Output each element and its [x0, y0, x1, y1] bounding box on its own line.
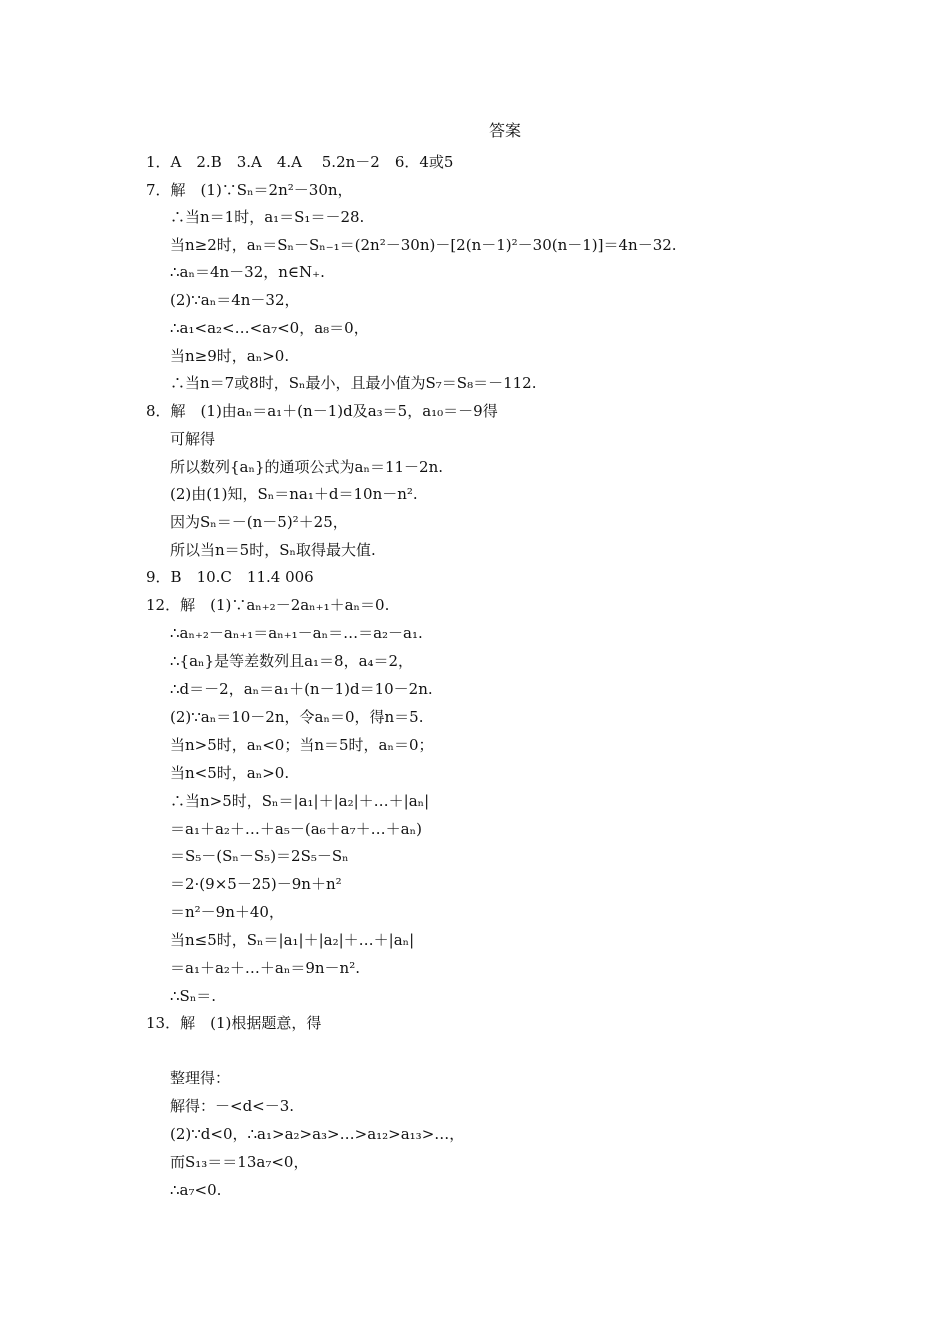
q12-line: 当n<5时，aₙ>0. [170, 764, 290, 782]
q8-header: 8．解 (1)由aₙ＝a₁＋(n－1)d及a₃＝5，a₁₀＝－9得 [146, 402, 498, 420]
q8-line: 因为Sₙ＝－(n－5)²＋25， [170, 513, 348, 531]
q13-line: 解得：－<d<－3. [170, 1097, 295, 1115]
q7-line: ∴a₁<a₂<…<a₇<0，a₈＝0， [170, 319, 369, 337]
q12-line: ∴Sₙ＝. [170, 987, 217, 1005]
q13-line: (2)∵d<0，∴a₁>a₂>a₃>…>a₁₂>a₁₃>…， [170, 1125, 465, 1143]
q13-line: ∴a₇<0. [170, 1181, 222, 1199]
q12-line: ＝S₅－(Sₙ－S₅)＝2S₅－Sₙ [170, 847, 349, 865]
q12-line: ∴d＝－2，aₙ＝a₁＋(n－1)d＝10－2n. [170, 680, 433, 698]
q7-line: 当n≥9时，aₙ>0. [170, 347, 290, 365]
q12-line: 当n>5时，aₙ<0；当n＝5时，aₙ＝0； [170, 736, 434, 754]
q12-line: ＝a₁＋a₂＋…＋a₅－(a₆＋a₇＋…＋aₙ) [170, 820, 422, 838]
answers-9-11: 9．B 10.C 11.4 006 [146, 568, 314, 586]
q12-line: ∴当n>5时，Sₙ＝|a₁|＋|a₂|＋…＋|aₙ| [170, 792, 430, 810]
q8-line: 所以当n＝5时，Sₙ取得最大值. [170, 541, 376, 559]
q12-line: (2)∵aₙ＝10－2n，令aₙ＝0，得n＝5. [170, 708, 424, 726]
page-title: 答案 [488, 121, 521, 140]
q13-header: 13．解 (1)根据题意，得 [146, 1014, 322, 1032]
q12-line: ＝n²－9n＋40， [170, 903, 284, 921]
q13-line: 整理得： [170, 1069, 231, 1087]
q12-line: ∴aₙ₊₂－aₙ₊₁＝aₙ₊₁－aₙ＝…＝a₂－a₁. [170, 624, 423, 642]
q12-line: ∴{aₙ}是等差数列且a₁＝8，a₄＝2， [170, 652, 414, 670]
q8-line: 所以数列{aₙ}的通项公式为aₙ＝11－2n. [170, 458, 444, 476]
q7-line: (2)∵aₙ＝4n－32， [170, 291, 300, 309]
q7-line: ∴aₙ＝4n－32，n∈N₊. [170, 263, 325, 281]
answers-1-6: 1．A 2.B 3.A 4.A 5.2n－2 6．4或5 [146, 153, 454, 171]
q12-line: 当n≤5时，Sₙ＝|a₁|＋|a₂|＋…＋|aₙ| [170, 931, 415, 949]
q12-line: ＝a₁＋a₂＋…＋aₙ＝9n－n². [170, 959, 360, 977]
q7-line: ∴当n＝1时，a₁＝S₁＝－28. [170, 208, 365, 226]
q7-header: 7．解 (1)∵Sₙ＝2n²－30n， [146, 181, 353, 199]
q12-header: 12．解 (1)∵aₙ₊₂－2aₙ₊₁＋aₙ＝0. [146, 596, 390, 614]
q12-line: ＝2·(9×5－25)－9n＋n² [170, 875, 342, 893]
q7-line: ∴当n＝7或8时，Sₙ最小，且最小值为S₇＝S₈＝－112. [170, 374, 537, 392]
q13-line: 而S₁₃＝＝13a₇<0， [170, 1153, 309, 1171]
q7-line: 当n≥2时，aₙ＝Sₙ－Sₙ₋₁＝(2n²－30n)－[2(n－1)²－30(n－1)]＝4n－32. [170, 236, 677, 254]
q8-line: 可解得 [170, 430, 216, 448]
q8-line: (2)由(1)知，Sₙ＝na₁＋d＝10n－n². [170, 485, 418, 503]
